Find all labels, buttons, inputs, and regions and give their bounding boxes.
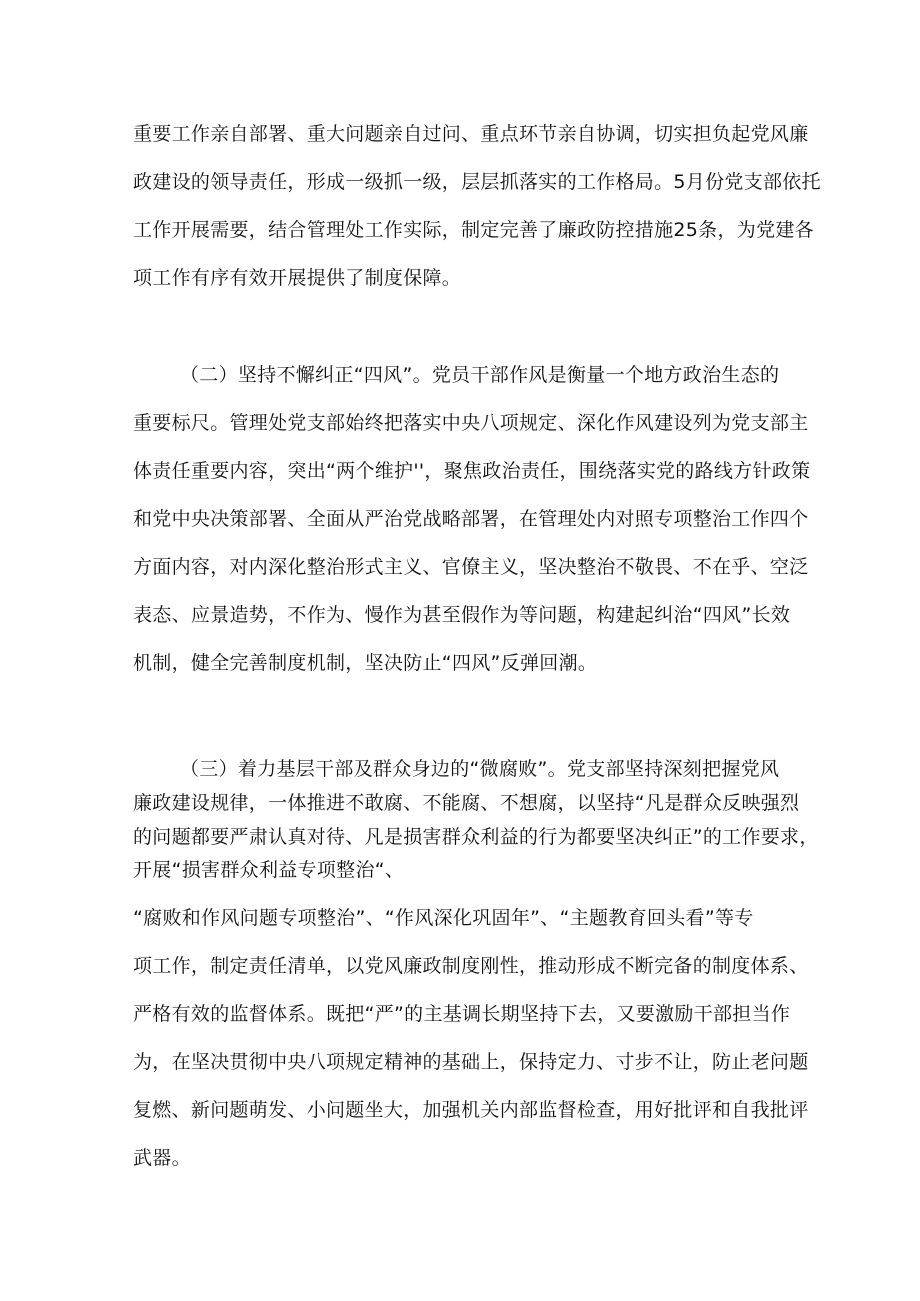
text-line: 开展“损害群众利益专项整治“、 [133, 859, 405, 881]
text-line: 和党中央决策部署、全面从严治党战略部署，在管理处内对照专项整治工作四个 [133, 508, 809, 530]
text-line: 体责任重要内容，突出“两个维护''，聚焦政治责任，围绕落实党的路线方针政策 [133, 460, 811, 482]
section-heading-line: （三）着力基层干部及群众身边的“微腐败”。党支部坚持深刻把握党风 [180, 758, 780, 780]
text-line: 重要标尺。管理处党支部始终把落实中央八项规定、深化作风建设列为党支部主 [133, 412, 809, 434]
text-line: “腐败和作风问题专项整治”、“作风深化巩固年”、“主题教育回头看”等专 [133, 907, 754, 929]
text-line: 项工作有序有效开展提供了制度保障。 [133, 267, 462, 289]
text-line: 方面内容，对内深化整治形式主义、官僚主义，坚决整治不敬畏、不在乎、空泛 [133, 556, 809, 578]
text-line: 工作开展需要，结合管理处工作实际，制定完善了廉政防控措施25条，为党建各 [133, 219, 814, 241]
text-line: 廉政建设规律，一体推进不敢腐、不能腐、不想腐，以坚持“凡是群众反映强烈 [133, 792, 800, 814]
text-line: 机制，健全完善制度机制，坚决防止“四风”反弹回潮。 [133, 652, 598, 674]
text-line: 表态、应景造势，不作为、慢作为甚至假作为等问题，构建起纠治“四风”长效 [133, 604, 791, 626]
text-line: 为，在坚决贯彻中央八项规定精神的基础上，保持定力、寸步不让，防止老问题 [133, 1051, 809, 1073]
text-line: 的问题都要严肃认真对待、凡是损害群众利益的行为都要坚决纠正”的工作要求， [133, 826, 819, 848]
text-line: 项工作，制定责任清单，以党风廉政制度刚性，推动形成不断完备的制度体系、 [133, 955, 809, 977]
text-line: 复燃、新问题萌发、小问题坐大，加强机关内部监督检查，用好批评和自我批评 [133, 1099, 809, 1121]
text-line: 重要工作亲自部署、重大问题亲自过问、重点环节亲自协调，切实担负起党风廉 [133, 123, 809, 145]
text-line: 武器。 [133, 1147, 191, 1169]
section-heading-line: （二）坚持不懈纠正“四风”。党员干部作风是衡量一个地方政治生态的 [180, 364, 780, 386]
text-line: 严格有效的监督体系。既把“严”的主基调长期坚持下去，又要激励干部担当作 [133, 1003, 791, 1025]
text-line: 政建设的领导责任，形成一级抓一级，层层抓落实的工作格局。5月份党支部依托 [133, 171, 821, 193]
